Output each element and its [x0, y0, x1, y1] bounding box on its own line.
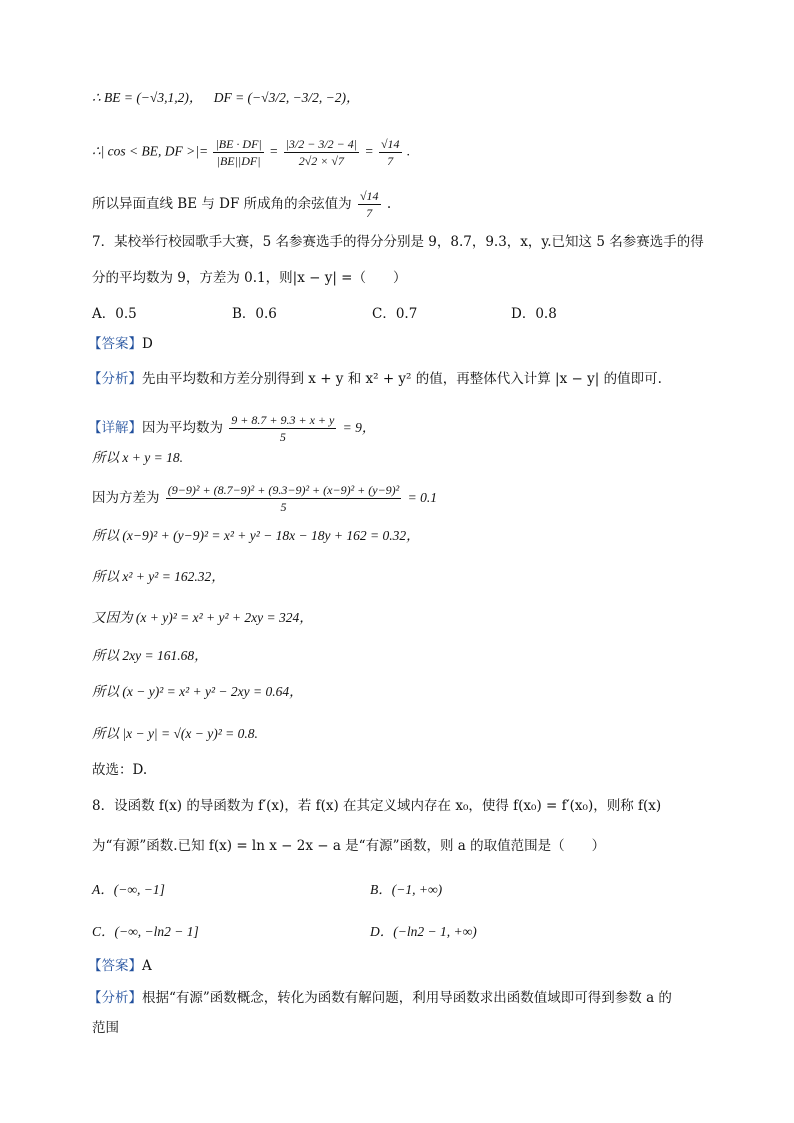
question-7-line-2: 分的平均数为 9，方差为 0.1，则|x − y| =（ ）	[92, 270, 407, 286]
cosine-result	[379, 136, 402, 169]
answer-value-8: A	[142, 958, 152, 974]
analysis-text: 先由平均数和方差分别得到 x + y 和 x² + y² 的值，再整体代入计算 |x − y| 的值即可.	[142, 371, 662, 387]
vector-be-line	[92, 88, 360, 108]
step-abs-diff: 所以 |x − y| = √(x − y)² = 0.8.	[92, 726, 258, 741]
variance-prefix: 因为方差为	[92, 490, 160, 506]
vector-be: ∴ BE = (−√3,1,2)，	[92, 90, 203, 105]
variance-fraction	[166, 482, 401, 515]
step-2xy: 所以 2xy = 161.68，	[92, 648, 208, 663]
analysis-tag-8: 【分析】	[88, 990, 142, 1006]
question-8-line-1: 8．设函数 f(x) 的导函数为 f′(x)，若 f(x) 在其定义域内存在 x₀，使得 f(x₀) = f′(x₀)，则称 f(x)	[92, 798, 662, 814]
analysis-text-8: 根据“有源”函数概念，转化为函数有解问题，利用导函数求出函数值域即可得到参数 a 的	[142, 990, 672, 1006]
question-7-option-b: B．0.6	[232, 306, 277, 322]
cosine-lhs: ∴| cos < BE, DF >|=	[92, 143, 209, 159]
cosine-line: ∴| cos < BE, DF >|= $\frac{|BE \cdot DF|}{|BE||DF|}$ = $\frac{|3/2 - 3/2 - 4|}{2√2 \times √7}$ = $\frac{√14}{7}$ .	[92, 137, 411, 168]
mean-prefix: 因为平均数为	[142, 420, 223, 436]
answer-value: D	[142, 336, 153, 352]
cosine-fraction-2-num: |3/2 − 3/2 − 4|	[285, 137, 358, 151]
question-8-option-b: B．(−1, +∞)	[370, 882, 443, 897]
step-square-sum: 所以 x² + y² = 162.32，	[92, 569, 225, 584]
cosine-fraction-2-den: 2√2 × √7	[298, 154, 344, 168]
question-7-option-c: C．0.7	[372, 306, 418, 322]
question-7-variance	[92, 482, 437, 515]
question-8-analysis-line-2: 范围	[92, 1020, 119, 1036]
cosine-result-den: 7	[387, 154, 394, 168]
answer-tag: 【答案】	[88, 336, 142, 352]
question-7-answer	[88, 334, 153, 354]
mean-num: 9 + 8.7 + 9.3 + x + y	[231, 413, 335, 427]
question-8-option-d: D．(−ln2 − 1, +∞)	[370, 924, 477, 939]
detail-tag: 【详解】	[88, 420, 142, 436]
cosine-result-num: √14	[380, 137, 400, 151]
question-8-analysis-line-1	[88, 988, 672, 1008]
variance-num: (9−9)² + (8.7−9)² + (9.3−9)² + (x−9)² + (y−9)²	[167, 483, 400, 497]
step-sum-square: 又因为 (x + y)² = x² + y² + 2xy = 324，	[92, 610, 313, 625]
mean-suffix: = 9，	[342, 420, 376, 435]
variance-den: 5	[280, 500, 287, 514]
question-7-option-a: A．0.5	[92, 306, 137, 322]
conclusion-text: 所以异面直线 BE 与 DF 所成角的余弦值为	[92, 196, 352, 212]
answer-tag-8: 【答案】	[88, 958, 142, 974]
step-expand: 所以 (x−9)² + (y−9)² = x² + y² − 18x − 18y + 162 = 0.32，	[92, 528, 420, 543]
question-7-analysis	[88, 369, 662, 389]
cosine-fraction-1-den: |BE||DF|	[216, 154, 261, 168]
cosine-fraction-1	[213, 136, 263, 169]
analysis-tag: 【分析】	[88, 371, 142, 387]
conclusion-den: 7	[366, 206, 373, 220]
step-sum: 所以 x + y = 18.	[92, 450, 183, 465]
cosine-fraction-1-num: |BE · DF|	[215, 137, 262, 151]
question-8-line-2: 为“有源”函数.已知 f(x) = ln x − 2x − a 是“有源”函数，则 a 的取值范围是（ ）	[92, 838, 606, 854]
conclusion-line: 所以异面直线 BE 与 DF 所成角的余弦值为 $\frac{√14}{7}$ .	[92, 189, 392, 220]
cosine-fraction-2	[284, 136, 359, 169]
question-7-choose: 故选：D.	[92, 762, 148, 778]
question-7-option-d: D．0.8	[511, 306, 557, 322]
conclusion-fraction	[358, 188, 381, 221]
vector-df: DF = (−√3/2, −3/2, −2)，	[213, 90, 360, 105]
step-diff-square: 所以 (x − y)² = x² + y² − 2xy = 0.64，	[92, 684, 303, 699]
question-7-line-1: 7．某校举行校园歌手大赛，5 名参赛选手的得分分别是 9，8.7，9.3，x，y.已知这 5 名参赛选手的得	[92, 234, 704, 250]
conclusion-num: √14	[359, 189, 379, 203]
question-8-answer	[88, 956, 152, 976]
question-8-option-c: C．(−∞, −ln2 − 1]	[92, 924, 199, 939]
question-7-detail-mean	[88, 412, 375, 445]
mean-den: 5	[279, 430, 286, 444]
variance-suffix: = 0.1	[407, 490, 437, 505]
mean-fraction	[229, 412, 336, 445]
question-8-option-a: A．(−∞, −1]	[92, 882, 165, 897]
